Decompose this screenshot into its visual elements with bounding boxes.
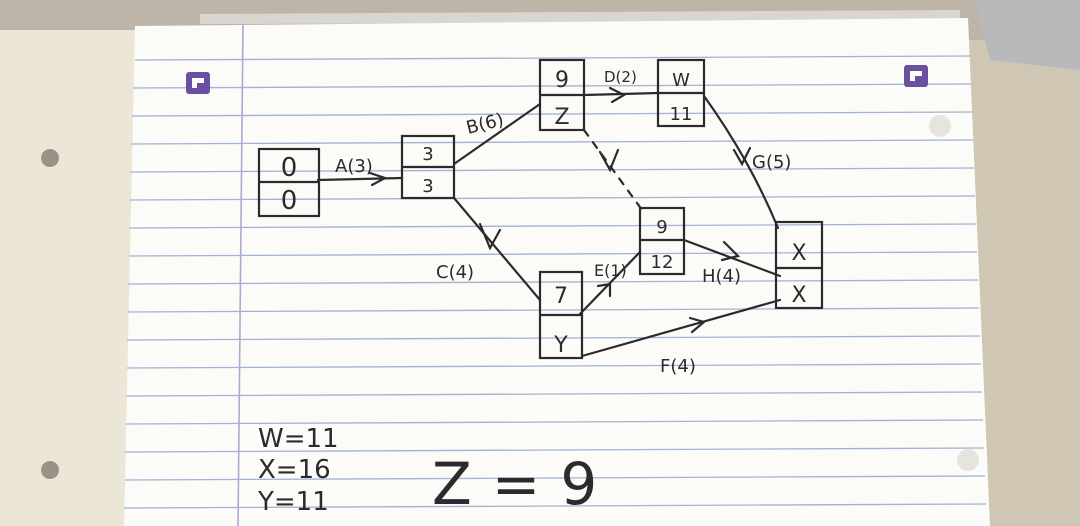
node-n7y-top: 7	[554, 284, 568, 309]
node-n9z-top: 9	[555, 68, 569, 93]
note-y: Y=11	[258, 487, 329, 517]
node-nw-bottom: 11	[669, 104, 693, 125]
node-n3-top: 3	[422, 144, 434, 165]
node-end-top: X	[791, 241, 807, 266]
punch-hole-1	[41, 149, 59, 167]
node-start-top: 0	[280, 153, 298, 183]
page-hole-bottom	[957, 449, 979, 471]
page-logo-left	[186, 72, 210, 94]
note-z-equation: Z=9	[432, 450, 618, 518]
node-n9_12-bottom: 12	[650, 252, 674, 273]
activity-h-label: H(4)	[702, 266, 742, 287]
page-logo-right	[904, 65, 928, 87]
node-nw-top: W	[672, 70, 690, 91]
note-x: X=16	[258, 455, 331, 485]
node-end-bottom: X	[791, 283, 807, 308]
note-w: W=11	[258, 424, 339, 454]
node-n9z-bottom: Z	[554, 105, 570, 130]
page-hole-top	[929, 115, 951, 137]
node-start-bottom: 0	[280, 186, 298, 216]
node-n9_12-top: 9	[656, 217, 668, 238]
activity-f-label: F(4)	[660, 356, 696, 377]
plastic-bag	[975, 0, 1080, 70]
punch-hole-2	[41, 461, 59, 479]
activity-e-label: E(1)	[594, 261, 627, 280]
activity-g-label: G(5)	[752, 152, 792, 173]
node-n7y-bottom: Y	[554, 333, 568, 358]
node-n3-bottom: 3	[422, 176, 434, 197]
activity-d-label: D(2)	[604, 68, 637, 86]
activity-a-label: A(3)	[335, 156, 373, 177]
activity-b-label: B(6)	[464, 109, 506, 139]
activity-c-label: C(4)	[436, 262, 475, 283]
